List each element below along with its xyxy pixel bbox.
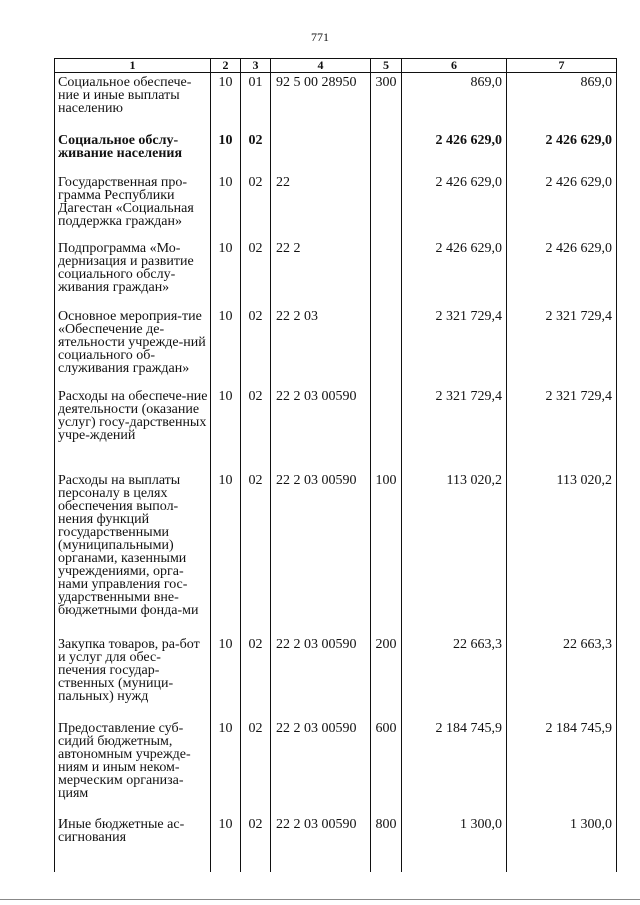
- table-cell-6: 2 426 629,0: [402, 240, 507, 308]
- table-cell-3: 02: [241, 388, 271, 472]
- table-cell-3: 02: [241, 308, 271, 388]
- table-cell-2: 10: [211, 816, 241, 872]
- table-cell-5: 600: [371, 720, 402, 816]
- table-row: [55, 240, 617, 308]
- table-cell-6: 1 300,0: [402, 816, 507, 872]
- table-cell-4: 22 2 03 00590: [271, 816, 371, 872]
- table-cell-1: Социальное обслу-живание населения: [55, 132, 211, 174]
- table-cell-2: 10: [211, 240, 241, 308]
- table-cell-1: Закупка товаров, ра-бот и услуг для обес-печения государ-ственных (муници-пальных) нужд: [55, 636, 211, 720]
- table-cell-6: 2 426 629,0: [402, 132, 507, 174]
- table-cell-6: 2 426 629,0: [402, 174, 507, 240]
- table-cell-7: 869,0: [507, 73, 617, 133]
- column-header: 6: [402, 59, 507, 73]
- table-cell-2: 10: [211, 720, 241, 816]
- table-cell-5: 800: [371, 816, 402, 872]
- header-row: [55, 59, 617, 73]
- table-cell-2: 10: [211, 132, 241, 174]
- table-cell-5: 300: [371, 73, 402, 133]
- table-row: [55, 636, 617, 720]
- table-cell-1: Основное мероприя-тие «Обеспечение де-ятельности учрежде-ний социального об-служивания граждан»: [55, 308, 211, 388]
- table-cell-7: 2 426 629,0: [507, 132, 617, 174]
- table-cell-4: 22 2: [271, 240, 371, 308]
- table-body: [55, 73, 617, 873]
- table-cell-3: 01: [241, 73, 271, 133]
- table-cell-2: 10: [211, 308, 241, 388]
- table-cell-7: 22 663,3: [507, 636, 617, 720]
- table-cell-7: 2 321 729,4: [507, 308, 617, 388]
- table-cell-5: [371, 388, 402, 472]
- table-cell-1: Расходы на выплаты персоналу в целях обеспечения выпол-нения функций государственными (муниципальными) органами, казенными учреждениями, орга-нами управления гос-ударственными вне-бюджетными фонда-ми: [55, 472, 211, 636]
- table-cell-4: 92 5 00 28950: [271, 73, 371, 133]
- table-cell-6: 2 184 745,9: [402, 720, 507, 816]
- table-cell-7: 2 426 629,0: [507, 174, 617, 240]
- table-cell-3: 02: [241, 816, 271, 872]
- page-number: 771: [311, 30, 329, 44]
- table-cell-1: Расходы на обеспече-ние деятельности (оказание услуг) госу-дарственных учре-ждений: [55, 388, 211, 472]
- table-cell-5: 200: [371, 636, 402, 720]
- table-row: [55, 308, 617, 388]
- table-cell-4: 22 2 03 00590: [271, 388, 371, 472]
- table-cell-2: 10: [211, 73, 241, 133]
- table-cell-7: 113 020,2: [507, 472, 617, 636]
- column-header: 5: [371, 59, 402, 73]
- page-bottom-rule: [0, 899, 640, 900]
- table-cell-4: 22 2 03 00590: [271, 636, 371, 720]
- table-cell-5: [371, 240, 402, 308]
- table-row: [55, 388, 617, 472]
- table-cell-5: [371, 132, 402, 174]
- table-cell-1: Иные бюджетные ас-сигнования: [55, 816, 211, 872]
- table-cell-1: Предоставление суб-сидий бюджетным, автономным учрежде-ниям и иным неком-мерческим организа-циям: [55, 720, 211, 816]
- table-cell-6: 2 321 729,4: [402, 388, 507, 472]
- table-cell-7: 2 321 729,4: [507, 388, 617, 472]
- table-row: [55, 174, 617, 240]
- budget-table-container: [54, 58, 616, 844]
- table-row: [55, 816, 617, 872]
- column-header: 4: [271, 59, 371, 73]
- column-header: 7: [507, 59, 617, 73]
- table-row: [55, 472, 617, 636]
- table-row: [55, 720, 617, 816]
- table-cell-4: 22 2 03: [271, 308, 371, 388]
- table-cell-3: 02: [241, 472, 271, 636]
- table-cell-1: Социальное обеспече-ние и иные выплаты населению: [55, 73, 211, 133]
- table-cell-3: 02: [241, 240, 271, 308]
- table-cell-3: 02: [241, 174, 271, 240]
- table-cell-7: 2 426 629,0: [507, 240, 617, 308]
- table-cell-6: 2 321 729,4: [402, 308, 507, 388]
- table-row: [55, 132, 617, 174]
- column-header: 2: [211, 59, 241, 73]
- table-cell-3: 02: [241, 720, 271, 816]
- table-cell-6: 22 663,3: [402, 636, 507, 720]
- column-header: 3: [241, 59, 271, 73]
- table-cell-5: 100: [371, 472, 402, 636]
- table-cell-4: 22 2 03 00590: [271, 472, 371, 636]
- table-cell-2: 10: [211, 636, 241, 720]
- table-cell-3: 02: [241, 132, 271, 174]
- table-cell-4: 22: [271, 174, 371, 240]
- table-cell-6: 869,0: [402, 73, 507, 133]
- budget-table: [54, 58, 617, 872]
- table-cell-5: [371, 174, 402, 240]
- table-cell-2: 10: [211, 174, 241, 240]
- table-cell-2: 10: [211, 472, 241, 636]
- table-cell-7: 2 184 745,9: [507, 720, 617, 816]
- table-cell-4: [271, 132, 371, 174]
- column-header: 1: [55, 59, 211, 73]
- table-cell-6: 113 020,2: [402, 472, 507, 636]
- table-cell-2: 10: [211, 388, 241, 472]
- table-cell-7: 1 300,0: [507, 816, 617, 872]
- table-cell-1: Государственная про-грамма Республики Дагестан «Социальная поддержка граждан»: [55, 174, 211, 240]
- table-cell-3: 02: [241, 636, 271, 720]
- table-cell-1: Подпрограмма «Мо-дернизация и развитие социального обслу-живания граждан»: [55, 240, 211, 308]
- table-cell-5: [371, 308, 402, 388]
- table-row: [55, 73, 617, 133]
- table-cell-4: 22 2 03 00590: [271, 720, 371, 816]
